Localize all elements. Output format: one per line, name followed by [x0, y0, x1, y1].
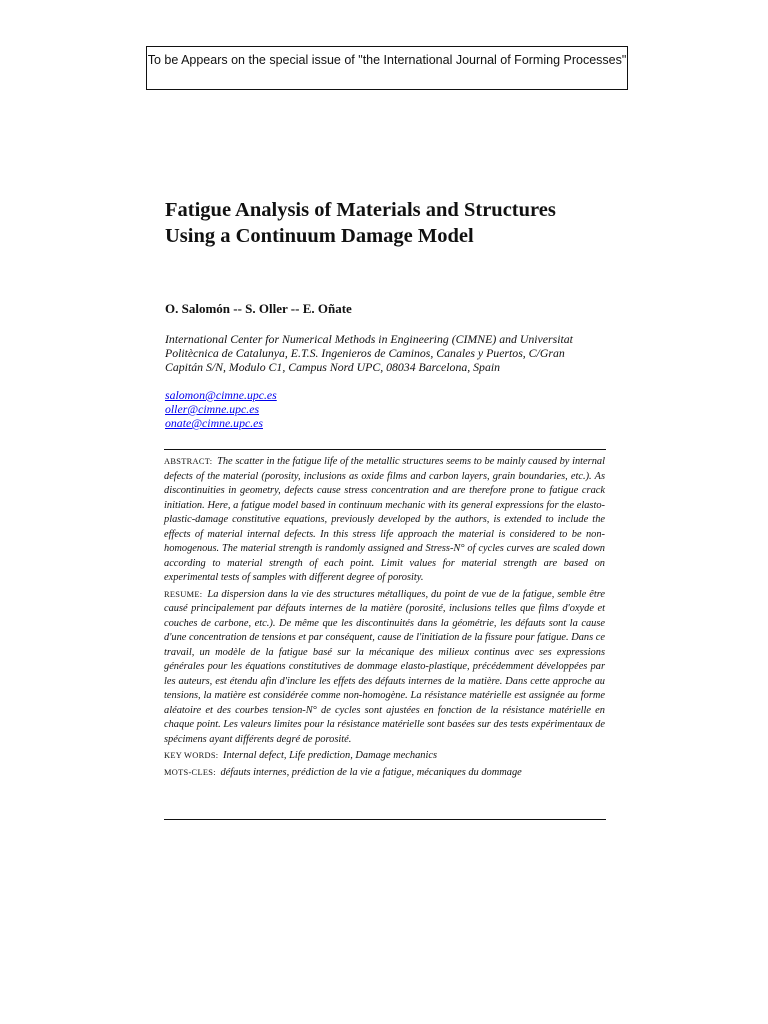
resume-label: RESUME:: [164, 589, 203, 599]
abstract-section: [164, 455, 605, 782]
keywords-paragraph: [164, 749, 605, 764]
abstract-paragraph: [164, 455, 605, 586]
journal-notice-box: [146, 46, 628, 90]
author-emails: [165, 388, 277, 430]
resume-paragraph: [164, 588, 605, 748]
journal-notice-text: To be Appears on the special issue of "the International Journal of Forming Processes": [147, 53, 627, 67]
author-list: O. Salomón -- S. Oller -- E. Oñate: [165, 301, 352, 316]
email-link-oller[interactable]: oller@cimne.upc.es: [165, 402, 260, 416]
email-link-salomon[interactable]: salomon@cimne.upc.es: [165, 388, 277, 402]
abstract-top-rule: [164, 449, 606, 450]
email-link-onate[interactable]: onate@cimne.upc.es: [165, 416, 263, 430]
abstract-label: ABSTRACT:: [164, 457, 213, 466]
abstract-text: The scatter in the fatigue life of the metallic structures seems to be mainly caused by internal defects of the material (porosity, inclusions as oxide films and carbon layers, grain boundaries, etc.). As discontinuities in geometry, defects cause stress concentration and are therefore prone to fatigue crack initiation. Here, a fatigue model based in continuum mechanic with its general expressions for the elasto-plastic-damage constitutive equations, previously developed by the authors, is extended to include the effects of material internal defects. In this stress life approach the material is considered to be non-homogenous. The material strength is randomly assigned and Stress-N° of cycles curves are scaled down according to material strength of each point. Limit values for material strength are based on experimental tests of samples with different degree of porosity.: [164, 456, 605, 583]
motscles-paragraph: [164, 766, 605, 781]
keywords-text: Internal defect, Life prediction, Damage mechanics: [223, 750, 438, 761]
author-affiliation: International Center for Numerical Methods in Engineering (CIMNE) and Universitat Politècnica de Catalunya, E.T.S. Ingenieros de Caminos, Canales y Puertos, C/Gran Capitán S/N, Modulo C1, Campus Nord UPC, 08034 Barcelona, Spain: [165, 332, 573, 374]
motscles-text: défauts internes, prédiction de la vie a fatigue, mécaniques du dommage: [220, 766, 522, 778]
resume-text: La dispersion dans la vie des structures métalliques, du point de vue de la fatigue, semble être causé principalement par défauts internes de la matière (porosité, inclusions telles que films d'oxyde et couches de carbone, etc.). De même que les discontinuités dans la géométrie, les défauts sont la cause d'une concentration de tensions et par conséquent, cause de l'initiation de la fissure pour fatigue. Dans ce travail, un modèle de la fatigue basé sur la mécanique des milieux continus avec ses expressions générales pour les équations constitutives de dommage elasto-plastique, précédemment développées par les auteurs, est étendu afin d'inclure les effets des défauts internes de la matière. Dans cette approche au tensions, la matière est considérée comme non-homogène. La résistance matérielle est assignée au forme aléatoire et des courbes tension-N° de cycles sont ajustées en fonction de la résistance matérielle en chaque point. Les valeurs limites pour la résistance matérielle sont basées sur des tests expérimentaux de spécimens ayant différents degré de porosité.: [164, 588, 605, 745]
motscles-label: MOTS-CLES:: [164, 767, 216, 777]
abstract-bottom-rule: [164, 819, 606, 820]
paper-title: Fatigue Analysis of Materials and Structures Using a Continuum Damage Model: [165, 199, 556, 247]
keywords-label: KEY WORDS:: [164, 751, 219, 760]
